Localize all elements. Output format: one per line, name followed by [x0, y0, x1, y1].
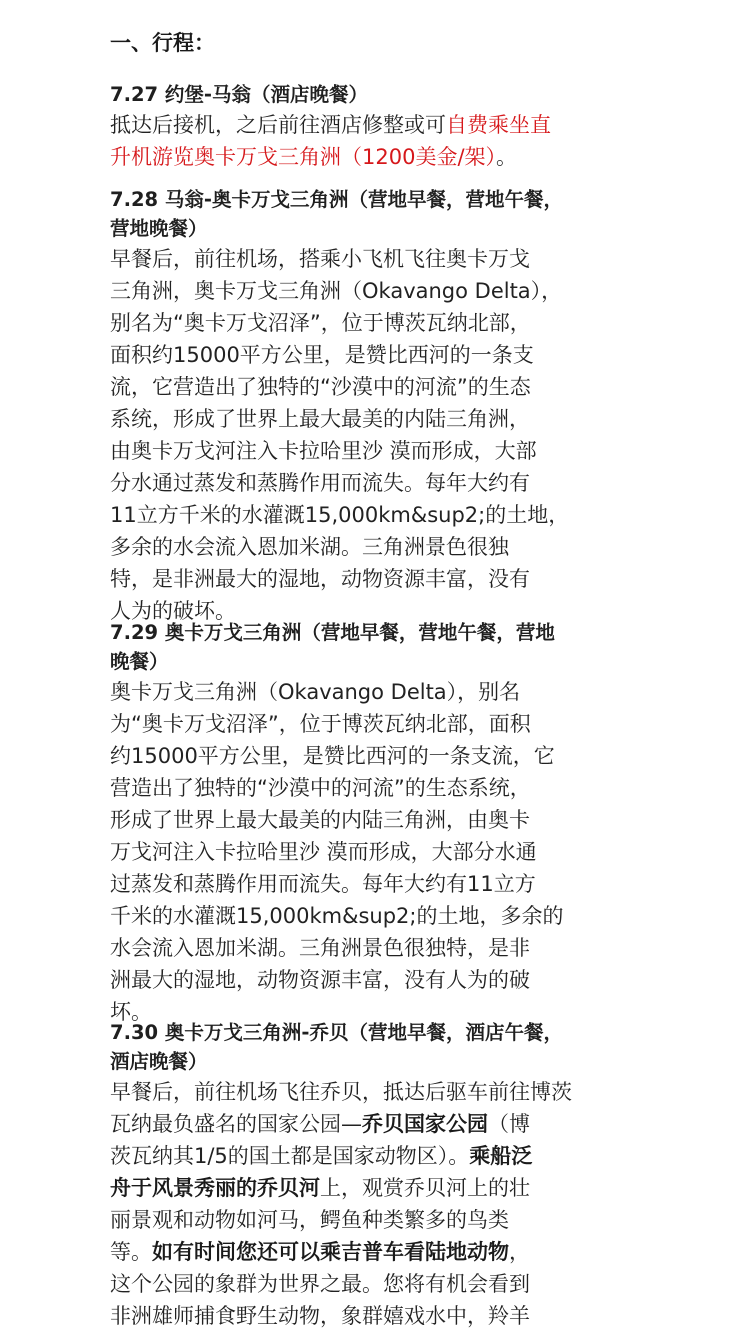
day-title [110, 618, 620, 676]
body-text: 为“奥卡万戈沼泽”，位于博茨瓦纳北部，面积 [110, 712, 531, 736]
day-section-0 [110, 80, 620, 173]
body-text: 。 [496, 145, 518, 169]
bold-text: 乔贝国家公园 [362, 1112, 488, 1136]
day-section-1 [110, 185, 620, 627]
day-title-line: 酒店晚餐） [110, 1050, 208, 1073]
body-text: 特，是非洲最大的湿地，动物资源丰富，没有 [110, 567, 530, 591]
highlighted-text: 升机游览奥卡万戈三角洲（1200美金/架） [110, 145, 497, 169]
body-line [110, 275, 620, 307]
body-text: ， [509, 1240, 530, 1264]
day-title-line: 7.28 马翁-奥卡万戈三角洲（营地早餐，营地午餐， [110, 188, 563, 211]
body-line [110, 964, 620, 996]
body-line [110, 1300, 620, 1332]
bold-text: 如有时间您还可以乘吉普车看陆地动物 [152, 1240, 509, 1264]
body-text: 等。 [110, 1240, 152, 1264]
body-text: 人为的破坏。 [110, 599, 236, 623]
body-text: 由奥卡万戈河注入卡拉哈里沙 漠而形成，大部 [110, 439, 537, 463]
body-line [110, 531, 620, 563]
body-line [110, 339, 620, 371]
body-text: 丽景观和动物如河马，鳄鱼种类繁多的鸟类 [110, 1208, 509, 1232]
body-text: 千米的水灌溉15,000km&sup2;的土地，多余的 [110, 904, 564, 928]
day-title [110, 1018, 620, 1076]
body-text: 瓦纳最负盛名的国家公园— [110, 1112, 362, 1136]
day-title-line: 晚餐） [110, 650, 169, 673]
body-line [110, 435, 620, 467]
body-text: 形成了世界上最大最美的内陆三角洲，由奥卡 [110, 808, 530, 832]
body-text: 非洲雄师捕食野生动物，象群嬉戏水中，羚羊 [110, 1304, 530, 1328]
body-text: 抵达后接机，之后前往酒店修整或可 [110, 113, 446, 137]
body-line [110, 563, 620, 595]
body-text: 分水通过蒸发和蒸腾作用而流失。每年大约有 [110, 471, 530, 495]
day-section-3 [110, 1018, 620, 1332]
body-text: 早餐后，前往机场飞往乔贝，抵达后驱车前往博茨 [110, 1080, 572, 1104]
body-line [110, 499, 620, 531]
body-line [110, 868, 620, 900]
body-line [110, 1108, 620, 1140]
body-line [110, 708, 620, 740]
body-line [110, 141, 620, 173]
body-text: 坏。 [110, 1000, 152, 1024]
body-text: （博 [488, 1112, 530, 1136]
body-line [110, 371, 620, 403]
day-body [110, 109, 620, 173]
body-line [110, 307, 620, 339]
body-text: 别名为“奥卡万戈沼泽”，位于博茨瓦纳北部， [110, 311, 531, 335]
body-line [110, 740, 620, 772]
body-text: 11立方千米的水灌溉15,000km&sup2;的土地， [110, 503, 570, 527]
body-text: 约15000平方公里，是赞比西河的一条支流，它 [110, 744, 555, 768]
day-title-line: 营地晚餐） [110, 217, 208, 240]
body-line [110, 836, 620, 868]
day-title-line: 7.27 约堡-马翁（酒店晚餐） [110, 83, 368, 106]
bold-text: 舟于风景秀丽的乔贝河 [110, 1176, 320, 1200]
day-title-line: 7.29 奥卡万戈三角洲（营地早餐，营地午餐，营地 [110, 621, 555, 644]
bold-text: 乘船泛 [469, 1144, 533, 1168]
body-line [110, 772, 620, 804]
body-text: 这个公园的象群为世界之最。您将有机会看到 [110, 1272, 530, 1296]
body-line [110, 467, 620, 499]
body-text: 系统，形成了世界上最大最美的内陆三角洲， [110, 407, 530, 431]
body-text: 三角洲，奥卡万戈三角洲（Okavango Delta）， [110, 279, 563, 303]
body-text: 奥卡万戈三角洲（Okavango Delta），别名 [110, 680, 521, 704]
body-text: 流，它营造出了独特的“沙漠中的河流”的生态 [110, 375, 531, 399]
day-title [110, 80, 620, 109]
body-line [110, 1140, 620, 1172]
day-section-2 [110, 618, 620, 1028]
body-line [110, 1236, 620, 1268]
body-line [110, 403, 620, 435]
body-line [110, 804, 620, 836]
body-text: 万戈河注入卡拉哈里沙 漠而形成，大部分水通 [110, 840, 537, 864]
body-text: 多余的水会流入恩加米湖。三角洲景色很独 [110, 535, 509, 559]
body-text: 水会流入恩加米湖。三角洲景色很独特，是非 [110, 936, 530, 960]
body-line [110, 900, 620, 932]
body-line [110, 1172, 620, 1204]
body-text: 营造出了独特的“沙漠中的河流”的生态系统， [110, 776, 531, 800]
day-body [110, 243, 620, 627]
body-text: 上，观赏乔贝河上的壮 [320, 1176, 530, 1200]
day-title [110, 185, 620, 243]
body-line [110, 676, 620, 708]
body-text: 早餐后，前往机场，搭乘小飞机飞往奥卡万戈 [110, 247, 530, 271]
day-body [110, 1076, 620, 1332]
highlighted-text: 自费乘坐直 [446, 113, 551, 137]
body-line [110, 932, 620, 964]
body-line [110, 243, 620, 275]
body-line [110, 1076, 620, 1108]
body-line [110, 1268, 620, 1300]
section-heading: 一、行程： [110, 31, 215, 55]
body-line [110, 1204, 620, 1236]
body-text: 过蒸发和蒸腾作用而流失。每年大约有11立方 [110, 872, 536, 896]
day-body [110, 676, 620, 1028]
body-text: 洲最大的湿地，动物资源丰富，没有人为的破 [110, 968, 530, 992]
body-text: 面积约15000平方公里，是赞比西河的一条支 [110, 343, 534, 367]
body-line [110, 109, 620, 141]
body-text: 茨瓦纳其1/5的国土都是国家动物区）。 [110, 1144, 470, 1168]
day-title-line: 7.30 奥卡万戈三角洲-乔贝（营地早餐，酒店午餐， [110, 1021, 563, 1044]
